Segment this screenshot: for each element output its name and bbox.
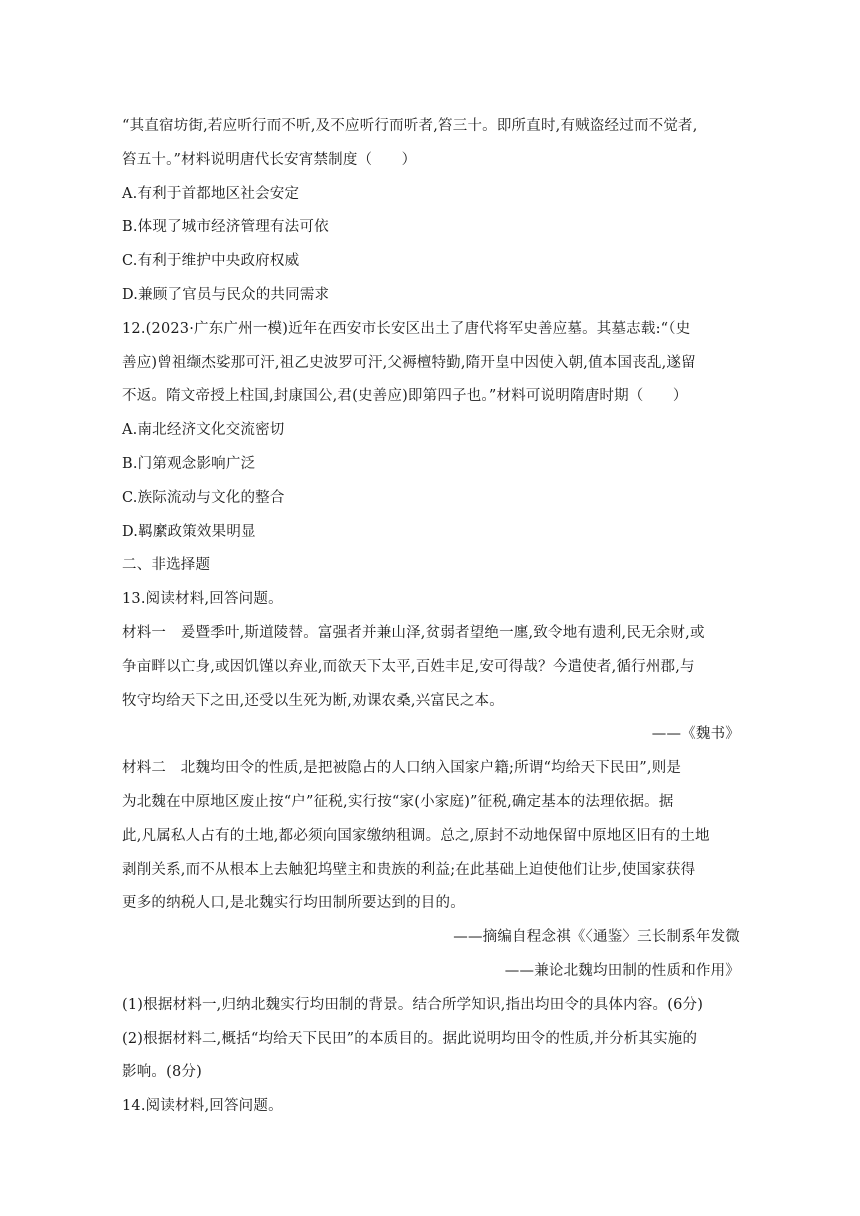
q14-intro: 14.阅读材料,回答问题。 (122, 1098, 283, 1115)
exam-page (122, 110, 740, 1124)
material1-line2: 争亩畔以亡身,或因饥馑以弃业,而欲天下太平,百姓丰足,安可得哉？今遣使者,循行州郡,与 (122, 658, 695, 675)
material2-source-line2: ——兼论北魏均田制的性质和作用》 (504, 962, 740, 979)
q11-option-a: A.有利于首都地区社会安定 (122, 185, 300, 202)
q13-subquestion-2-line1: (2)根据材料二,概括“均给天下民田”的本质目的。据此说明均田令的性质,并分析其实施的 (122, 1030, 698, 1047)
material2-line5: 更多的纳税人口,是北魏实行均田制所要达到的目的。 (122, 895, 465, 912)
q11-option-d: D.兼顾了官员与民众的共同需求 (122, 286, 330, 303)
section-heading: 二、非选择题 (122, 557, 211, 574)
q11-option-c: C.有利于维护中央政府权威 (122, 253, 300, 270)
material1-line3: 牧守均给天下之田,还受以生死为断,劝课农桑,兴富民之本。 (122, 692, 504, 709)
q12-option-c: C.族际流动与文化的整合 (122, 489, 285, 506)
q12-option-b: B.门第观念影响广泛 (122, 455, 256, 472)
material2-line3: 此,凡属私人占有的土地,都必须向国家缴纳租调。总之,原封不动地保留中原地区旧有的土地 (122, 827, 710, 844)
q12-stem-line2: 善应)曾祖缬杰娑那可汗,祖乙史波罗可汗,父褥檀特勤,隋开皇中因使入朝,值本国丧乱,遂留 (122, 354, 696, 371)
q12-option-d: D.羁縻政策效果明显 (122, 523, 256, 540)
material1-source: ——《魏书》 (651, 726, 740, 743)
material2-line2: 为北魏在中原地区废止按“户”征税,实行按“家(小家庭)”征税,确定基本的法理依据。据 (122, 793, 674, 810)
material2-line1: 材料二 北魏均田令的性质,是把被隐占的人口纳入国家户籍;所谓“均给天下民田”,则是 (122, 760, 682, 777)
material2-line4: 剥削关系,而不从根本上去触犯坞壁主和贵族的利益;在此基础上迫使他们让步,使国家获得 (122, 861, 696, 878)
material2-source-line1: ——摘编自程念祺《〈通鉴〉三长制系年发微 (453, 929, 740, 946)
q13-subquestion-2-line2: 影响。(8分) (122, 1064, 202, 1081)
q12-stem-line1: 12.(2023·广东广州一模)近年在西安市长安区出土了唐代将军史善应墓。其墓志载:“（史 (122, 320, 691, 337)
q11-option-b: B.体现了城市经济管理有法可依 (122, 219, 329, 236)
q11-stem-line1: “其直宿坊街,若应听行而不听,及不应听行而听者,笞三十。即所直时,有贼盗经过而不觉者, (122, 118, 698, 134)
q12-option-a: A.南北经济文化交流密切 (122, 422, 285, 439)
q11-stem-line2: 笞五十。”材料说明唐代长安宵禁制度（ ） (122, 151, 417, 168)
q13-intro: 13.阅读材料,回答问题。 (122, 591, 283, 608)
material1-line1: 材料一 爰暨季叶,斯道陵替。富强者并兼山泽,贫弱者望绝一廛,致令地有遗利,民无余财,或 (122, 624, 705, 641)
q13-subquestion-1: (1)根据材料一,归纳北魏实行均田制的背景。结合所学知识,指出均田令的具体内容。(6分) (122, 996, 704, 1013)
q12-stem-line3: 不返。隋文帝授上柱国,封康国公,君(史善应)即第四子也。”材料可说明隋唐时期（ ） (122, 388, 688, 405)
